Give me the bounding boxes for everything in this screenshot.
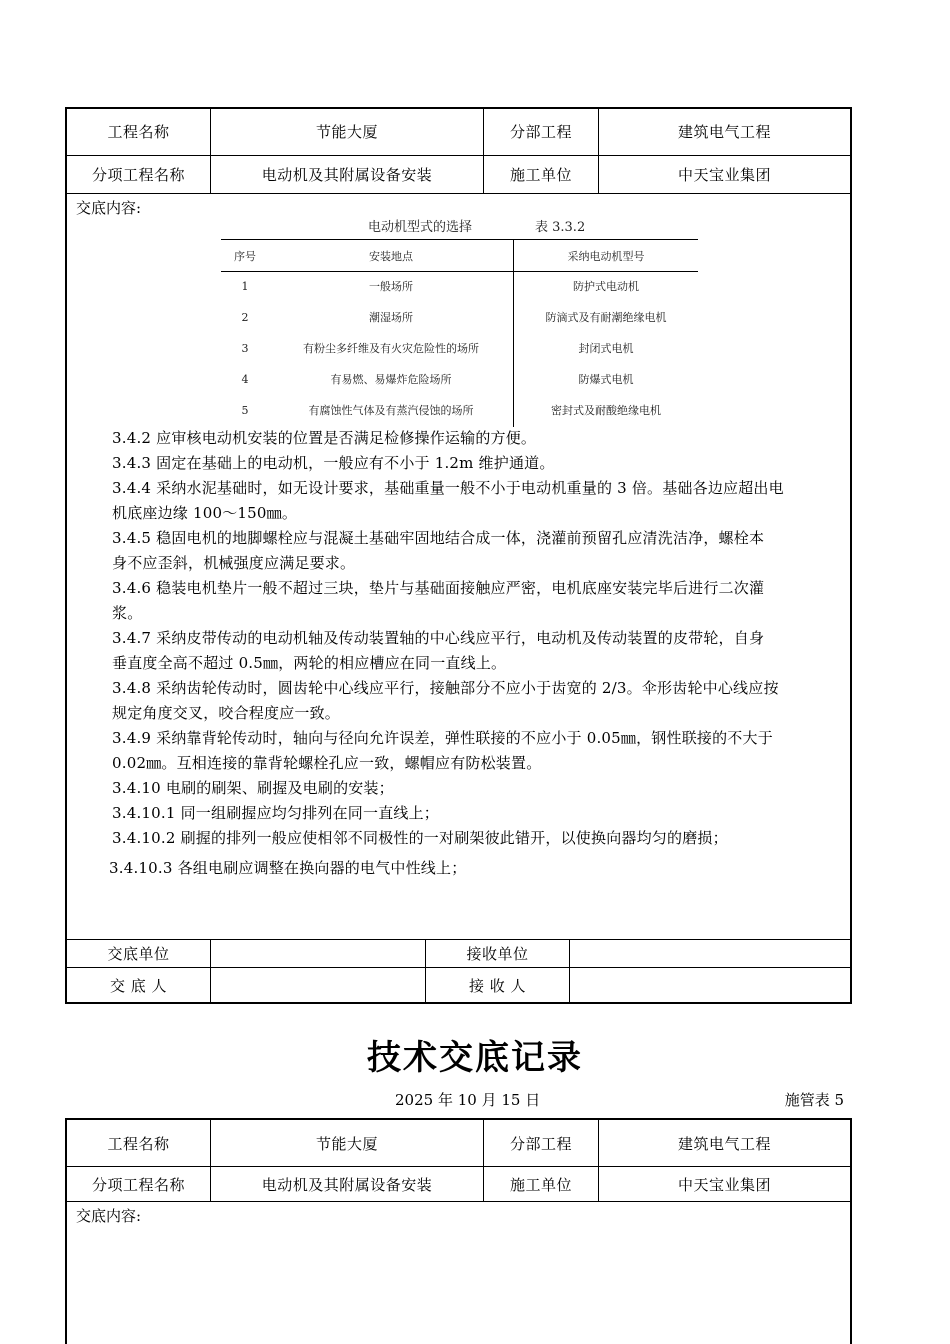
paragraph: 3.4.7 采纳皮带传动的电动机轴及传动装置轴的中心线应平行，电动机及传动装置的皮带轮，自身 bbox=[112, 629, 765, 647]
divider bbox=[66, 193, 851, 194]
paragraph: 3.4.8 采纳齿轮传动时，圆齿轮中心线应平行，接触部分不应小于齿宽的 2/3。伞形齿轮中心线应按 bbox=[112, 679, 779, 697]
paragraph: 垂直度全高不超过 0.5㎜，两轮的相应槽应在同一直线上。 bbox=[112, 654, 507, 672]
paragraph: 身不应歪斜，机械强度应满足要求。 bbox=[112, 554, 356, 572]
receiver-label: 接 收 人 bbox=[468, 976, 527, 995]
table-cell: 4 bbox=[241, 372, 249, 386]
table-cell: 防护式电动机 bbox=[573, 280, 639, 293]
table-caption: 电动机型式的选择 bbox=[368, 220, 473, 235]
table-cell: 有易燃、易爆炸危险场所 bbox=[330, 373, 452, 386]
table-cell: 2 bbox=[241, 310, 249, 324]
table-cell: 封闭式电机 bbox=[578, 342, 634, 355]
table-cell: 1 bbox=[241, 279, 249, 293]
table-cell: 3 bbox=[241, 341, 249, 355]
project-name-value: 节能大厦 bbox=[315, 123, 378, 141]
paragraph: 3.4.5 稳固电机的地脚螺栓应与混凝土基础牢固地结合成一体，浇灌前预留孔应清洗洁净，螺栓本 bbox=[112, 529, 765, 547]
divider bbox=[66, 1201, 851, 1202]
receiving-unit-value bbox=[570, 940, 850, 967]
table-cell: 潮湿场所 bbox=[369, 311, 413, 324]
table-cell: 防滴式及有耐潮绝缘电机 bbox=[545, 311, 667, 324]
division-value: 建筑电气工程 bbox=[677, 123, 771, 141]
subproject-label: 分项工程名称 bbox=[91, 166, 185, 184]
paragraph: 3.4.4 采纳水泥基础时，如无设计要求，基础重量一般不小于电动机重量的 3 倍。基础各边应超出电 bbox=[112, 479, 784, 497]
paragraph: 机底座边缘 100～150㎜。 bbox=[112, 504, 298, 522]
division-value: 建筑电气工程 bbox=[677, 1134, 771, 1153]
subproject-value: 电动机及其附属设备安装 bbox=[261, 1175, 433, 1194]
receiving-unit-label: 接收单位 bbox=[466, 945, 529, 963]
paragraph: 3.4.2 应审核电动机安装的位置是否满足检修操作运输的方便。 bbox=[112, 429, 537, 447]
paragraph: 3.4.9 采纳靠背轮传动时，轴向与径向允许误差，弹性联接的不应小于 0.05㎜，钢性联接的不大于 bbox=[112, 729, 773, 747]
form-border bbox=[850, 1118, 852, 1344]
table-cell: 密封式及耐酸绝缘电机 bbox=[551, 404, 661, 417]
table-cell: 有腐蚀性气体及有蒸汽侵蚀的场所 bbox=[308, 404, 474, 417]
paragraph: 3.4.3 固定在基础上的电动机，一般应有不小于 1.2m 维护通道。 bbox=[112, 454, 555, 472]
issuer-label: 交 底 人 bbox=[109, 976, 168, 995]
table-header: 采纳电动机型号 bbox=[567, 249, 645, 263]
table-header: 序号 bbox=[234, 249, 256, 263]
paragraph: 3.4.10.3 各组电刷应调整在换向器的电气中性线上； bbox=[109, 859, 467, 877]
contractor-label: 施工单位 bbox=[509, 166, 572, 184]
table-number: 表 3.3.2 bbox=[535, 220, 586, 235]
division-label: 分部工程 bbox=[509, 1134, 572, 1153]
table-cell: 5 bbox=[241, 403, 249, 417]
contractor-value: 中天宝业集团 bbox=[677, 1175, 771, 1194]
subproject-value: 电动机及其附属设备安装 bbox=[261, 166, 433, 184]
paragraph: 规定角度交叉，咬合程度应一致。 bbox=[112, 704, 341, 722]
table-cell: 防爆式电机 bbox=[578, 373, 634, 386]
page-title: 技术交底记录 bbox=[367, 1038, 583, 1078]
paragraph: 3.4.6 稳装电机垫片一般不超过三块，垫片与基础面接触应严密，电机底座安装完毕后进行二次灌 bbox=[112, 579, 765, 597]
subproject-label: 分项工程名称 bbox=[91, 1175, 185, 1194]
receiver-value bbox=[570, 968, 850, 1002]
record-date: 2025 年 10 月 15 日 bbox=[395, 1091, 541, 1109]
paragraph: 0.02㎜。互相连接的靠背轮螺栓孔应一致，螺帽应有防松装置。 bbox=[112, 754, 542, 772]
paragraph: 浆。 bbox=[112, 604, 143, 622]
project-name-label: 工程名称 bbox=[107, 1134, 170, 1153]
project-name-label: 工程名称 bbox=[107, 123, 170, 141]
paragraph: 3.4.10.1 同一组刷握应均匀排列在同一直线上； bbox=[112, 804, 439, 822]
paragraph: 3.4.10 电刷的刷架、刷握及电刷的安装； bbox=[112, 779, 394, 797]
table-cell: 一般场所 bbox=[369, 280, 413, 293]
paragraph: 3.4.10.2 刷握的排列一般应使相邻不同极性的一对刷架彼此错开，以使换向器均匀的磨损； bbox=[112, 829, 728, 847]
issuer-value bbox=[211, 968, 425, 1002]
table-cell: 有粉尘多纤维及有火灾危险性的场所 bbox=[303, 342, 479, 355]
table-header: 安装地点 bbox=[369, 249, 413, 263]
issuing-unit-value bbox=[211, 940, 425, 967]
contractor-value: 中天宝业集团 bbox=[677, 166, 771, 184]
form-number: 施管表 5 bbox=[784, 1091, 844, 1109]
content-label: 交底内容: bbox=[76, 199, 142, 217]
issuing-unit-label: 交底单位 bbox=[107, 945, 170, 963]
content-label: 交底内容: bbox=[76, 1207, 142, 1225]
division-label: 分部工程 bbox=[509, 123, 572, 141]
contractor-label: 施工单位 bbox=[509, 1175, 572, 1194]
project-name-value: 节能大厦 bbox=[315, 1134, 378, 1153]
